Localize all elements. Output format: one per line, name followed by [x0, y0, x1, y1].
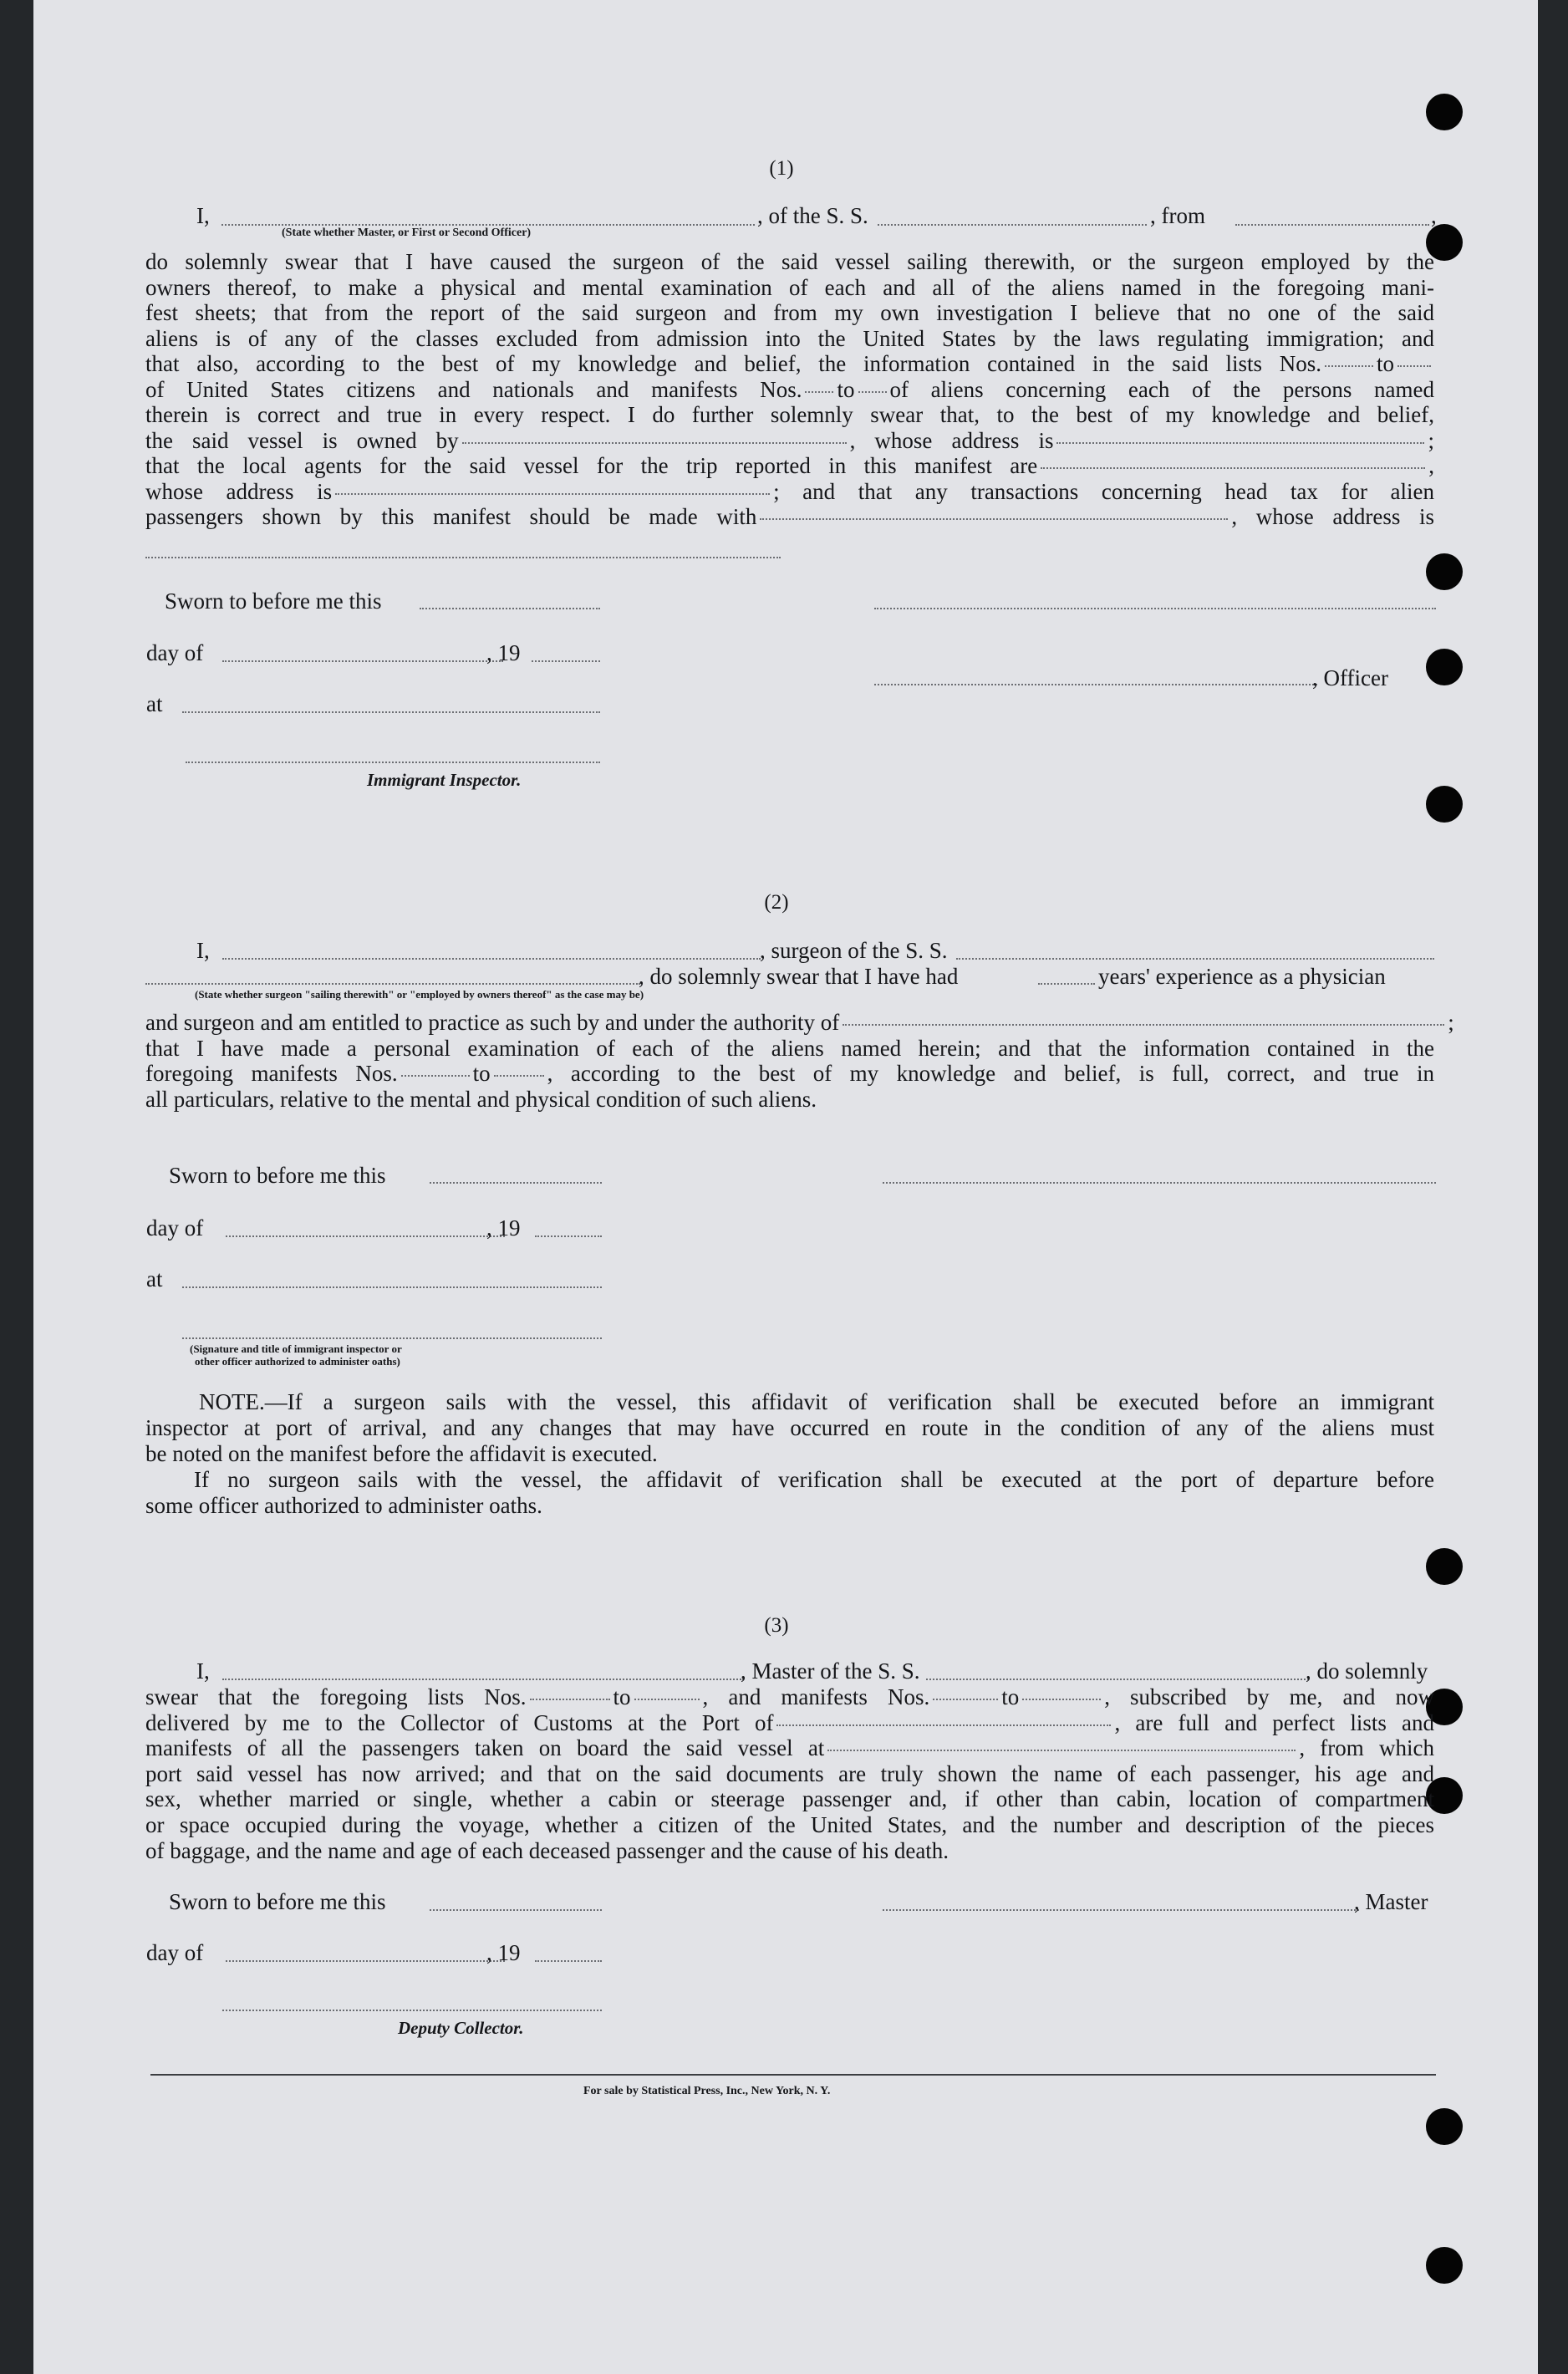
s2-nineteen: , 19: [486, 1215, 521, 1240]
binder-hole-5: [1426, 786, 1463, 823]
s3-master-sign-line[interactable]: [883, 1909, 1359, 1911]
s2-i: I,: [196, 938, 210, 963]
footer-imprint: For sale by Statistical Press, Inc., New York, N. Y.: [583, 2085, 831, 2097]
s1-year-field[interactable]: [532, 660, 600, 662]
s3-lists-to-field[interactable]: [634, 1699, 700, 1700]
s1-line-9: that the local agents for the said vessel for the trip reported in this manifest are ,: [145, 453, 1434, 478]
s2-line-6: all particulars, relative to the mental and physical condition of such aliens.: [145, 1087, 817, 1112]
s2-authority-field[interactable]: [843, 1024, 1444, 1026]
s1-officer-sign-line-2[interactable]: [874, 684, 1317, 685]
binder-hole-4: [1426, 649, 1463, 685]
s2-line-4: that I have made a personal examination of each of the aliens named herein; and that the information contained in the: [145, 1035, 1434, 1061]
s2-years-field[interactable]: [1038, 983, 1095, 985]
s3-master-name-field[interactable]: [222, 1679, 744, 1680]
s3-deputy-collector: Deputy Collector.: [398, 2018, 524, 2038]
s1-inspector-sign-line[interactable]: [186, 762, 600, 763]
s3-line-4: manifests of all the passengers taken on board the said vessel at , from which: [145, 1735, 1434, 1760]
s3-manifests-from-field[interactable]: [933, 1699, 998, 1700]
s3-boarding-port-field[interactable]: [827, 1750, 1296, 1751]
s1-vessel-name-field[interactable]: [878, 224, 1147, 226]
s1-officer-label: , Officer: [1312, 665, 1388, 690]
s3-master-of-ss: , Master of the S. S.: [741, 1658, 920, 1684]
s1-lists-to-field[interactable]: [1397, 365, 1431, 367]
s1-from: , from: [1150, 203, 1205, 228]
binder-hole-3: [1426, 553, 1463, 590]
s3-year-field[interactable]: [535, 1960, 602, 1962]
s2-sworn-date-field[interactable]: [430, 1182, 602, 1184]
s3-day-of: day of: [146, 1940, 204, 1965]
s1-lists-from-field[interactable]: [1325, 365, 1373, 367]
s2-solemnly-swear: , do solemnly swear that I have had: [639, 964, 959, 989]
s3-manifests-to-field[interactable]: [1022, 1699, 1101, 1700]
s3-last-line: of baggage, and the name and age of each deceased passenger and the cause of his death.: [145, 1838, 949, 1863]
s1-line-8: the said vessel is owned by , whose address is ;: [145, 427, 1434, 453]
s1-nineteen: , 19: [486, 640, 521, 665]
s1-day-field[interactable]: [222, 660, 503, 662]
s1-manifests-from-field[interactable]: [805, 391, 833, 393]
s2-years-experience: years' experience as a physician: [1098, 964, 1386, 989]
s1-day-of: day of: [146, 640, 204, 665]
s2-at: at: [146, 1266, 163, 1291]
s1-officer-note: (State whether Master, or First or Second Officer): [282, 227, 532, 239]
s1-head-tax-field[interactable]: [760, 518, 1228, 520]
s3-body-paragraph: [145, 1684, 1434, 1837]
s2-body-paragraph: [145, 1010, 1454, 1087]
s1-head-tax-address-field[interactable]: [145, 557, 781, 558]
s1-owner-address-field[interactable]: [1056, 442, 1424, 444]
s1-officer-name-field[interactable]: [221, 224, 755, 226]
s3-collector-sign-line[interactable]: [222, 2010, 602, 2011]
s2-line-5: foregoing manifests Nos. to , according to the best of my knowledge and belief, is full, correct, and true in: [145, 1061, 1435, 1086]
s2-manifests-to-field[interactable]: [494, 1075, 544, 1077]
s2-note-line-3: be noted on the manifest before the affidavit is executed.: [145, 1441, 658, 1466]
s1-sworn-date-field[interactable]: [420, 608, 600, 609]
section-3-number: (3): [764, 1614, 789, 1637]
s3-i: I,: [196, 1658, 210, 1684]
s1-agents-address-field[interactable]: [335, 493, 770, 495]
s1-owner-field[interactable]: [462, 442, 847, 444]
s1-line-2: owners thereof, to make a physical and mental examination of each and all of the aliens named in the foregoing mani-: [145, 274, 1434, 300]
s2-surgeon-status-field[interactable]: [145, 983, 640, 985]
s2-surgeon-name-field[interactable]: [222, 958, 761, 960]
s2-note-line-5: some officer authorized to administer oaths.: [145, 1493, 542, 1518]
s2-day-of: day of: [146, 1215, 204, 1240]
s3-line-7: or space occupied during the voyage, whether a citizen of the United States, and the number and description of the pieces: [145, 1811, 1434, 1837]
s2-year-field[interactable]: [535, 1235, 602, 1237]
footer-rule: [150, 2074, 1436, 2076]
s2-surgeon-of-ss: , surgeon of the S. S.: [760, 938, 948, 963]
s3-line-3: delivered by me to the Collector of Customs at the Port of , are full and perfect lists and: [145, 1709, 1434, 1735]
s3-vessel-name-field[interactable]: [926, 1679, 1309, 1680]
s2-note-paragraph: [145, 1389, 1434, 1440]
s3-lists-from-field[interactable]: [530, 1699, 610, 1700]
s1-body-paragraph: [145, 249, 1434, 530]
binder-hole-1: [1426, 94, 1463, 130]
section-2-number: (2): [764, 891, 789, 914]
s1-manifests-to-field[interactable]: [858, 391, 887, 393]
s1-officer-sign-line-1[interactable]: [874, 608, 1436, 609]
s3-nineteen: , 19: [486, 1940, 521, 1965]
binder-hole-9: [1426, 2108, 1463, 2145]
s3-port-field[interactable]: [776, 1724, 1111, 1726]
s2-note-line-4: If no surgeon sails with the vessel, the affidavit of verification shall be executed at the port of departure before: [194, 1467, 1434, 1492]
s1-line-5: that also, according to the best of my knowledge and belief, the information contained in the said lists Nos. to: [145, 351, 1434, 377]
s2-at-field[interactable]: [182, 1286, 602, 1288]
s1-local-agents-field[interactable]: [1041, 467, 1425, 469]
s1-comma: ,: [1431, 203, 1437, 228]
s2-inspector-sign-line[interactable]: [182, 1337, 602, 1339]
s1-line-10: whose address is ; and that any transactions concerning head tax for alien: [145, 478, 1434, 504]
s1-from-port-field[interactable]: [1235, 224, 1429, 226]
s2-vessel-name-field[interactable]: [956, 958, 1434, 960]
s1-line-3: fest sheets; that from the report of the said surgeon and from my own investigation I believe that no one of the said: [145, 300, 1434, 325]
s2-sig-note-1: (Signature and title of immigrant inspector or: [190, 1342, 402, 1355]
s2-day-field[interactable]: [226, 1235, 505, 1237]
s2-note-line-2: inspector at port of arrival, and any changes that may have occurred en route in the condition of any of the aliens must: [145, 1414, 1434, 1440]
s3-sworn: Sworn to before me this: [169, 1889, 386, 1914]
binder-hole-10: [1426, 2247, 1463, 2284]
s2-status-note: (State whether surgeon "sailing therewith" or "employed by owners thereof" as the case may be): [195, 988, 644, 1001]
s2-sig-note-2: other officer authorized to administer oaths): [195, 1355, 400, 1368]
s2-line-3: and surgeon and am entitled to practice as such by and under the authority of ;: [145, 1010, 1454, 1035]
s3-line-6: sex, whether married or single, whether a cabin or steerage passenger and, if other than cabin, location of compartment: [145, 1786, 1434, 1811]
section-1-number: (1): [769, 157, 794, 180]
s3-do-solemnly: , do solemnly: [1306, 1658, 1428, 1684]
s3-master-label: , Master: [1354, 1889, 1428, 1914]
s1-line-7: therein is correct and true in every respect. I do further solemnly swear that, to the best of my knowledge and belief,: [145, 402, 1434, 427]
s3-sworn-date-field[interactable]: [430, 1909, 602, 1911]
s1-at: at: [146, 691, 163, 716]
s2-surgeon-sign-line[interactable]: [883, 1182, 1436, 1184]
s1-at-field[interactable]: [182, 711, 600, 713]
s2-note-line-1: NOTE.—If a surgeon sails with the vessel, this affidavit of verification shall be executed before an immigrant: [199, 1389, 1434, 1414]
s1-of-ss: , of the S. S.: [757, 203, 868, 228]
form-page: [33, 0, 1538, 2374]
s1-sworn: Sworn to before me this: [165, 588, 382, 614]
binder-hole-6: [1426, 1548, 1463, 1585]
s1-immigrant-inspector: Immigrant Inspector.: [367, 770, 522, 790]
s1-line-1: do solemnly swear that I have caused the surgeon of the said vessel sailing therewith, or the surgeon employed by the: [145, 249, 1434, 274]
s2-manifests-from-field[interactable]: [401, 1075, 470, 1077]
s3-line-5: port said vessel has now arrived; and that on the said documents are truly shown the name of each passenger, his age and: [145, 1760, 1434, 1786]
s1-line-11: passengers shown by this manifest should be made with , whose address is: [145, 504, 1434, 529]
s1-i: I,: [196, 203, 210, 228]
s3-day-field[interactable]: [226, 1960, 505, 1962]
s1-line-6: of United States citizens and nationals and manifests Nos. to of aliens concerning each of the persons named: [145, 376, 1434, 402]
s2-note-paragraph-2: [145, 1467, 1434, 1493]
s2-sworn: Sworn to before me this: [169, 1163, 386, 1188]
s1-line-4: aliens is of any of the classes excluded from admission into the United States by the laws regulating immigration; and: [145, 325, 1434, 351]
s3-line-2: swear that the foregoing lists Nos. to , and manifests Nos. to , subscribed by me, and now: [145, 1684, 1434, 1709]
